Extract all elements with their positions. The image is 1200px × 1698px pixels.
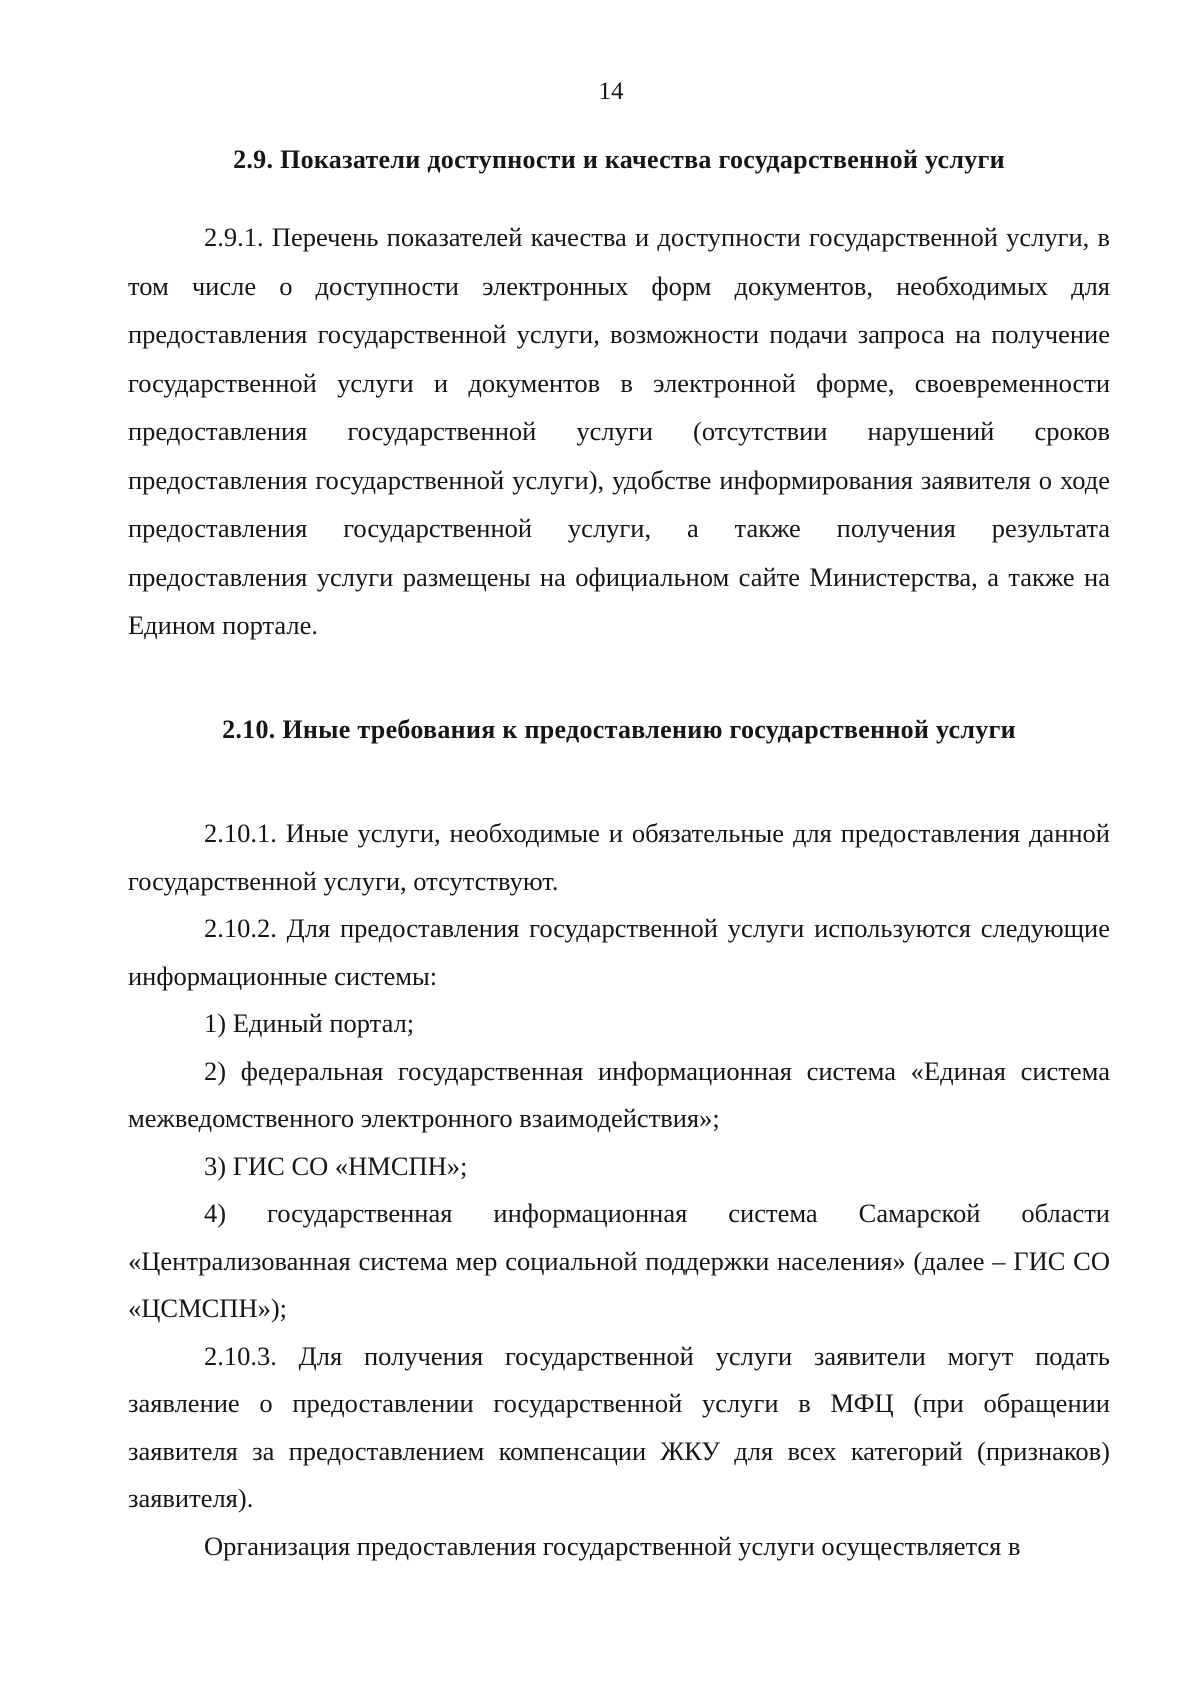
- paragraph-2-9-1: 2.9.1. Перечень показателей качества и доступности государственной услуги, в том числе о доступности электронных форм документов, необходимых для предоставления государственной услуги, возможности подачи запроса на получение государственной услуги и документов в электронной форме, своевременности предоставления государственной услуги (отсутствии нарушений сроков предоставления государственной услуги), удобстве информирования заявителя о ходе предоставления государственной услуги, а также получения результата предоставления услуги размещены на официальном сайте Министерства, а также на Едином портале.: [128, 222, 1110, 640]
- paragraph-2-10-1: 2.10.1. Иные услуги, необходимые и обязательные для предоставления данной государственной услуги, отсутствуют.: [128, 818, 1110, 896]
- list-item-4: 4) государственная информационная система Самарской области «Централизованная система мер социальной поддержки населения» (далее – ГИС СО «ЦСМСПН»);: [128, 1198, 1110, 1323]
- list-item-3: 3) ГИС СО «НМСПН»;: [204, 1150, 468, 1181]
- paragraph-2-10-3: 2.10.3. Для получения государственной услуги заявители могут подать заявление о предоставлении государственной услуги в МФЦ (при обращении заявителя за предоставлением компенсации ЖКУ для всех категорий (признаков) заявителя).: [128, 1340, 1110, 1513]
- section-heading-2-9: 2.9. Показатели доступности и качества государственной услуги: [233, 145, 1005, 174]
- paragraph-2-10-2: 2.10.2. Для предоставления государственной услуги используются следующие информационные системы:: [128, 913, 1110, 991]
- section-heading-2-10: 2.10. Иные требования к предоставлению государственной услуги: [222, 715, 1016, 744]
- section-2-10-body: [128, 810, 1110, 1570]
- page-number: 14: [598, 78, 624, 105]
- list-item-1: 1) Единый портал;: [204, 1008, 415, 1038]
- paragraph-organization: Организация предоставления государственной услуги осуществляется в: [204, 1530, 1021, 1561]
- section-2-9-body: [128, 213, 1110, 650]
- list-item-2: 2) федеральная государственная информационная система «Единая система межведомственного электронного взаимодействия»;: [128, 1055, 1110, 1133]
